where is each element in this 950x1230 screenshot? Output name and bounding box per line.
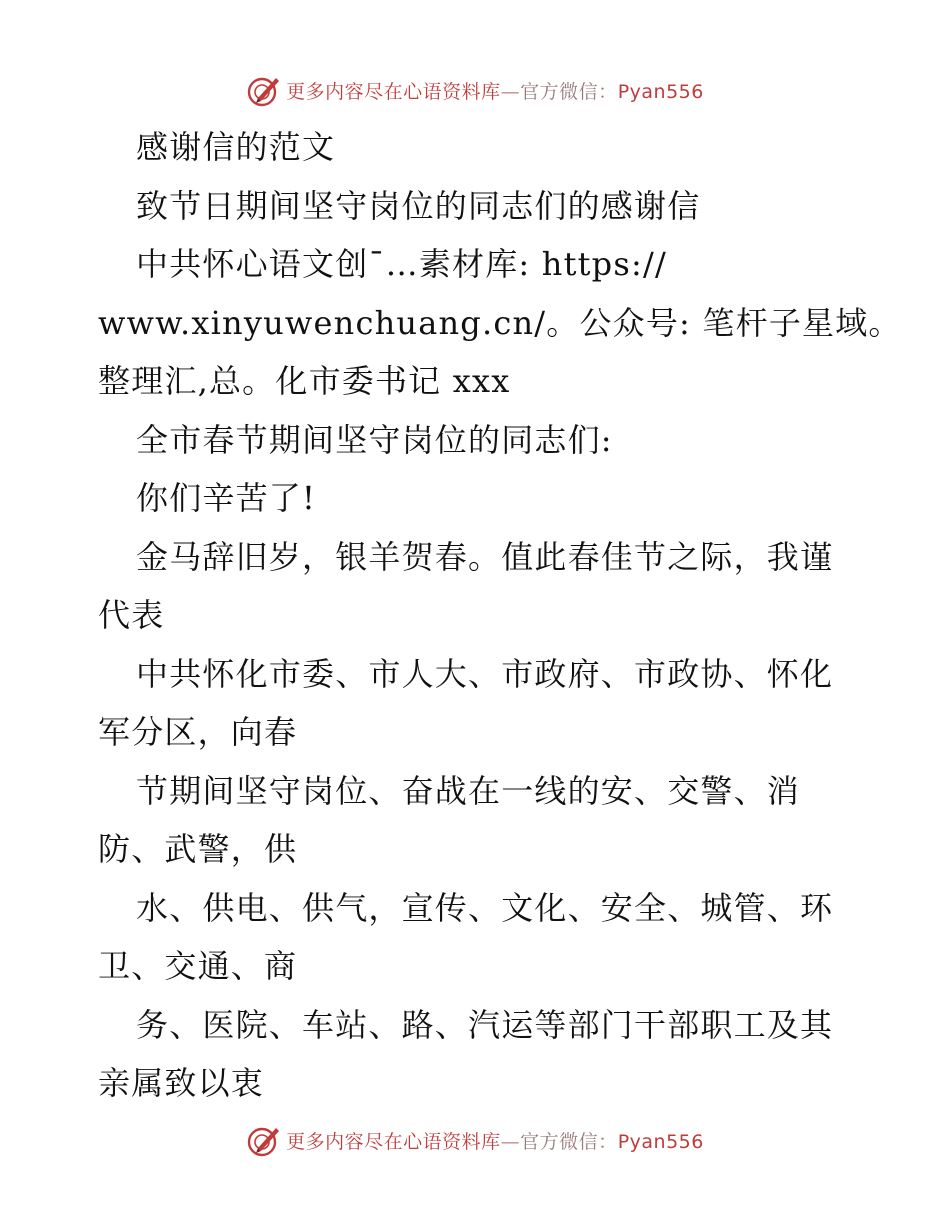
document-line: 致节日期间坚守岗位的同志们的感谢信 (136, 186, 701, 225)
document-line: 卫、交通、商 (98, 947, 298, 985)
document-line: 代表 (98, 596, 165, 634)
banner-text (286, 1127, 704, 1154)
document-line: 中共怀心语文创¯…素材库: https:// (136, 245, 667, 283)
document-line: 整理汇,总。化市委书记 xxx (98, 362, 511, 400)
document-line: 节期间坚守岗位、奋战在一线的安、交警、消 (136, 771, 801, 810)
document-line: 防、武警，供 (98, 830, 298, 868)
header-banner (0, 70, 950, 110)
document-line: 金马辞旧岁，银羊贺春。值此春佳节之际，我谨 (136, 537, 834, 576)
banner-main-text: 更多内容尽在心语资料库 (286, 80, 501, 103)
document-line: 军分区，向春 (98, 713, 298, 751)
banner-dash: — (500, 1130, 521, 1153)
document-line: 你们辛苦了! (136, 479, 317, 517)
document-line: 感谢信的范文 (136, 128, 336, 166)
banner-main-text: 更多内容尽在心语资料库 (286, 1130, 501, 1153)
banner-dash: — (500, 80, 521, 103)
document-line: 亲属致以衷 (98, 1064, 265, 1102)
pen-logo-icon (246, 1122, 282, 1158)
banner-official-label: 官方微信： (520, 1130, 618, 1153)
document-line: 务、医院、车站、路、汽运等部门干部职工及其 (136, 1005, 834, 1044)
pen-logo-icon (246, 72, 282, 108)
document-body (98, 118, 902, 1113)
footer-banner (0, 1120, 950, 1160)
banner-text (286, 77, 704, 104)
banner-official-label: 官方微信： (520, 80, 618, 103)
document-line: 全市春节期间坚守岗位的同志们: (136, 420, 613, 459)
banner-wechat-id: Pyan556 (617, 80, 704, 103)
document-line: 水、供电、供气，宣传、文化、安全、城管、环 (136, 888, 834, 927)
banner-wechat-id: Pyan556 (617, 1130, 704, 1153)
document-line: www.xinyuwenchuang.cn/。公众号: 笔杆子星域。 (98, 303, 902, 342)
document-line: 中共怀化市委、市人大、市政府、市政协、怀化 (136, 654, 834, 693)
